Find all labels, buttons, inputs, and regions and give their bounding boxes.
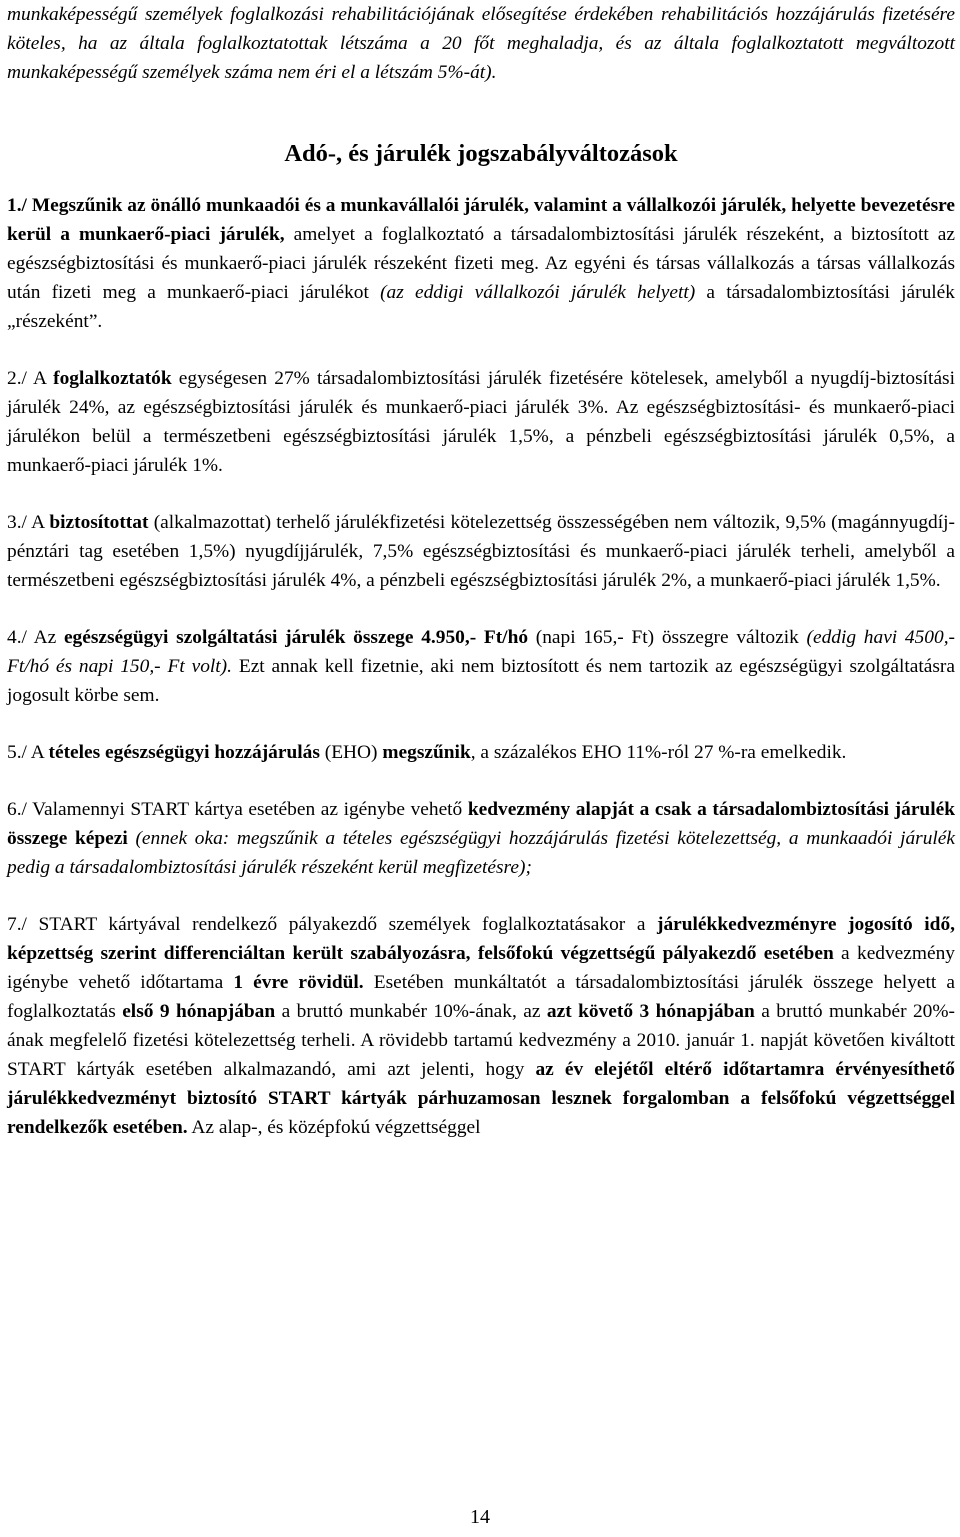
paragraph-7-text-5: a bruttó munkabér 20%-ának megfelelő fizetési kötelezettség terheli. A rövidebb tartamú kedvezmény a 2010. január 1. napját követően kiváltott START kártyák esetében alkalmazandó, ami azt jelenti, hogy	[7, 1001, 955, 1080]
paragraph-4-text-end: Ezt annak kell fizetnie, aki nem biztosított és nem tartozik az egészségügyi szolgáltatásra jogosult körbe sem.	[7, 656, 955, 706]
paragraph-1-number: 1./	[7, 195, 32, 216]
paragraph-1-bold: Megszűnik az önálló munkaadói és a munkavállalói járulék, valamint a vállalkozói járulék, helyette bevezetésre kerül a munkaerő-piaci járulék,	[7, 195, 956, 245]
paragraph-6-text: 6./ Valamennyi START kártya esetében az igénybe vehető	[7, 799, 468, 820]
paragraph-5	[7, 738, 955, 767]
paragraph-7-bold-2: 1 évre rövidül.	[233, 972, 364, 993]
paragraph-7-text-6: Az alap-, és középfokú végzettséggel	[187, 1117, 481, 1138]
paragraph-7-bold-3: első 9 hónapjában	[122, 1001, 276, 1022]
document-page	[7, 0, 955, 1170]
paragraph-7-bold-5: az év elejétől eltérő időtartamra érvényesíthető járulékkedvezményt biztosító START kártyák párhuzamosan lesznek forgalomban a felsőfokú végzettséggel rendelkezők esetében.	[7, 1059, 955, 1138]
paragraph-5-text-end: , a százalékos EHO 11%-ról 27 %-ra emelkedik.	[470, 742, 847, 763]
page-number: 14	[470, 1506, 490, 1528]
paragraph-2-number: 2./ A	[7, 368, 54, 389]
paragraph-7-text-4: a bruttó munkabér 10%-ának, az	[275, 1001, 547, 1022]
paragraph-7-bold-4: azt követő 3 hónapjában	[546, 1001, 755, 1022]
paragraph-7-text-2: a kedvezmény igénybe vehető időtartama	[7, 943, 955, 993]
paragraph-5-bold: tételes egészségügyi hozzájárulás	[48, 742, 320, 763]
paragraph-5-bold-2: megszűnik	[382, 742, 471, 763]
paragraph-5-number: 5./ A	[7, 742, 49, 763]
paragraph-3-bold: biztosítottat	[49, 512, 149, 533]
paragraph-4-italic: (eddig havi 4500,- Ft/hó és napi 150,- Ft volt).	[7, 627, 956, 677]
paragraph-2	[7, 364, 955, 480]
paragraph-7	[7, 910, 955, 1142]
paragraph-3	[7, 508, 955, 595]
paragraph-4-number: 4./ Az	[7, 627, 64, 648]
paragraph-4-bold: egészségügyi szolgáltatási járulék összege 4.950,- Ft/hó	[63, 627, 529, 648]
paragraph-5-text: (EHO)	[319, 742, 383, 763]
paragraph-2-text: egységesen 27% társadalombiztosítási járulék fizetésére kötelesek, amelyből a nyugdíj-biztosítási járulék 24%, az egészségbiztosítási járulék és munkaerő-piaci járulék 3%. Az egészségbiztosítási- és munkaerő-piaci járulékon belül a természetbeni egészségbiztosítási járulék 1,5%, a pénzbeli egészségbiztosítási járulék 0,5%, a munkaerő-piaci járulék 1%.	[7, 368, 955, 476]
paragraph-4	[7, 623, 955, 710]
paragraph-1	[7, 191, 955, 336]
paragraph-1-text-end: a társadalombiztosítási járulék „részeként”.	[7, 282, 955, 332]
paragraph-6-bold: kedvezmény alapját a csak a társadalombiztosítási járulék összege képezi	[7, 799, 955, 849]
paragraph-6	[7, 795, 955, 882]
paragraph-6-italic: (ennek oka: megszűnik a tételes egészségügyi hozzájárulás fizetési kötelezettség, a munkaadói járulék pedig a társadalombiztosítási járulék részeként kerül megfizetésre);	[7, 828, 955, 878]
section-heading: Adó-, és járulék jogszabályváltozások	[284, 140, 678, 167]
paragraph-3-text: (alkalmazottat) terhelő járulékfizetési kötelezettség összességében nem változik, 9,5% (magánnyugdíj-pénztári tag esetében 1,5%) nyugdíjjárulék, 7,5% egészségbiztosítási és munkaerő-piaci járulék terheli, amelyből a természetbeni egészségbiztosítási járulék 4%, a pénzbeli egészségbiztosítási járulék 2%, a munkaerő-piaci járulék 1,5%.	[7, 512, 955, 591]
paragraph-3-number: 3./ A	[7, 512, 50, 533]
paragraph-2-bold: foglalkoztatók	[53, 368, 172, 389]
paragraph-1-text: amelyet a foglalkoztató a társadalombiztosítási járulék részeként, a biztosított az egészségbiztosítási és munkaerő-piaci járulék részeként fizeti meg. Az egyéni és társas vállalkozás a társas vállalkozás után fizeti meg a munkaerő-piaci járulékot	[7, 224, 955, 303]
intro-paragraph: munkaképességű személyek foglalkozási rehabilitációjának elősegítése érdekében rehabilitációs hozzájárulás fizetésére köteles, ha az általa foglalkoztatottak létszáma a 20 főt meghaladja, és az általa foglalkoztatott megváltozott munkaképességű személyek száma nem éri el a létszám 5%-át).	[7, 4, 955, 83]
paragraph-7-text-3: Esetében munkáltatót a társadalombiztosítási járulék összege helyett a foglalkoztatás	[7, 972, 955, 1022]
paragraph-1-italic: (az eddigi vállalkozói járulék helyett)	[380, 282, 696, 303]
paragraph-4-text: (napi 165,- Ft) összegre változik	[528, 627, 807, 648]
paragraph-7-text: 7./ START kártyával rendelkező pályakezdő személyek foglalkoztatásakor a	[7, 914, 657, 935]
paragraph-7-bold: járulékkedvezményre jogosító idő, képzettség szerint differenciáltan került szabályozásra, felsőfokú végzettségű pályakezdő esetében	[7, 914, 955, 964]
